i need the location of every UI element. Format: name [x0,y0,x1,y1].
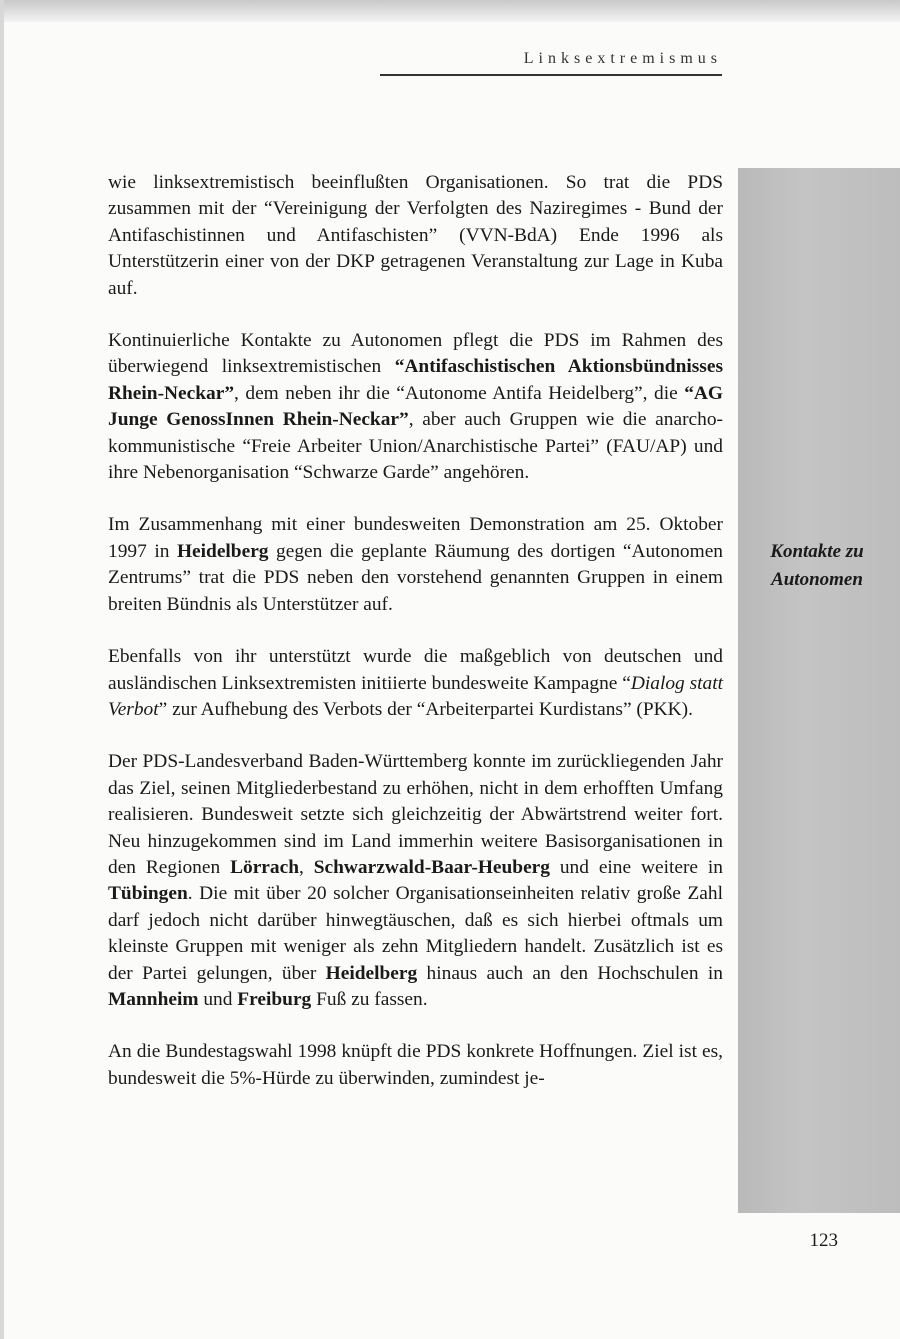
text-run: , [299,856,314,878]
text-run: Ebenfalls von ihr unterstützt wurde die maßgeblich von deutschen und ausländischen Linksextremisten initiierte bundesweite Kampagne “ [108,646,723,694]
margin-sidebar [738,168,900,1213]
bold-place-name: Heidelberg [325,962,418,984]
body-text [108,170,723,1118]
text-run: gegen die geplante Räumung des dortigen “Autonomen Zentrums” trat die PDS neben den vorstehend genannten Gruppen in einem breiten Bündnis als Unterstützer auf. [108,540,724,615]
text-run: und eine weitere in [549,856,723,878]
running-header: Linksextremismus [523,50,722,67]
text-run: Kontinuierliche Kontakte zu Autonomen pflegt die PDS im Rahmen des überwiegend linksextremistischen [108,330,723,378]
page-number: 123 [809,1230,838,1251]
italic-campaign-name: Dialog statt Verbot [108,672,723,720]
text-run: Der PDS-Landesverband Baden-Württemberg konnte im zurückliegenden Jahr das Ziel, seinen Mitgliederbestand zu erhöhen, nicht in dem erhofften Umfang realisieren. Bundesweit setzte sich gleichzeitig der Abwärtstrend weiter fort. Neu hinzugekommen sind im Land immerhin weitere Basisorganisationen in den Regionen [108,751,723,878]
text-run: , dem neben ihr die “Autonome Antifa Heidelberg”, die [234,382,685,404]
paragraph-1: wie linksextremistisch beeinflußten Organisationen. So trat die PDS zusammen mit der “Vereinigung der Verfolgten des Naziregimes - Bund der Antifaschistinnen und Antifaschisten” (VVN-BdA) Ende 1996 als Unterstützerin einer von der DKP getragenen Veranstaltung zur Lage in Kuba auf. [108,172,723,299]
paragraph-2 [108,328,723,486]
header-rule [380,74,722,76]
paragraph-3 [108,512,723,618]
bold-place-name: Schwarzwald-Baar-Heuberg [313,856,550,878]
scan-top-shadow [0,0,900,22]
paragraph-6: An die Bundestagswahl 1998 knüpft die PDS konkrete Hoffnungen. Ziel ist es, bundesweit die 5%-Hürde zu überwinden, zumindest je- [108,1041,723,1089]
margin-note [742,538,892,594]
text-run: ” zur Aufhebung des Verbots der “Arbeiterpartei Kurdistans” (PKK). [158,698,693,720]
margin-note-line2: Autonomen [771,569,863,590]
paragraph-5 [108,749,723,1013]
bold-place-name: Lörrach [230,856,299,878]
scan-left-edge [0,0,4,1339]
paragraph-4 [108,644,723,723]
margin-note-line1: Kontakte zu [770,541,864,562]
text-run: hinaus auch an den Hochschulen in [417,962,723,984]
text-run: . Die mit über 20 solcher Organisationseinheiten relativ große Zahl darf jedoch nicht darüber hinwegtäuschen, daß es sich hierbei oftmals um kleinste Gruppen mit weniger als zehn Mitgliedern handelt. Zusätzlich ist es der Partei gelungen, über [108,883,723,984]
text-run: und [198,988,238,1010]
bold-place-name: Heidelberg [176,540,269,562]
bold-place-name: Tübingen [108,883,188,905]
bold-organization-name: “Antifaschistischen Aktionsbündnisses Rhein-Neckar” [108,356,723,404]
text-run: Im Zusammenhang mit einer bundesweiten Demonstration am 25. Oktober 1997 in [108,514,723,562]
bold-place-name: Mannheim [108,988,199,1010]
bold-place-name: Freiburg [237,988,312,1010]
text-run: , aber auch Gruppen wie die anarcho-kommunistische “Freie Arbeiter Union/Anarchistische Partei” (FAU/AP) und ihre Nebenorganisation “Schwarze Garde” angehören. [108,409,723,484]
bold-organization-name: “AG Junge GenossInnen Rhein-Neckar” [108,382,723,431]
text-run: Fuß zu fassen. [311,988,428,1010]
